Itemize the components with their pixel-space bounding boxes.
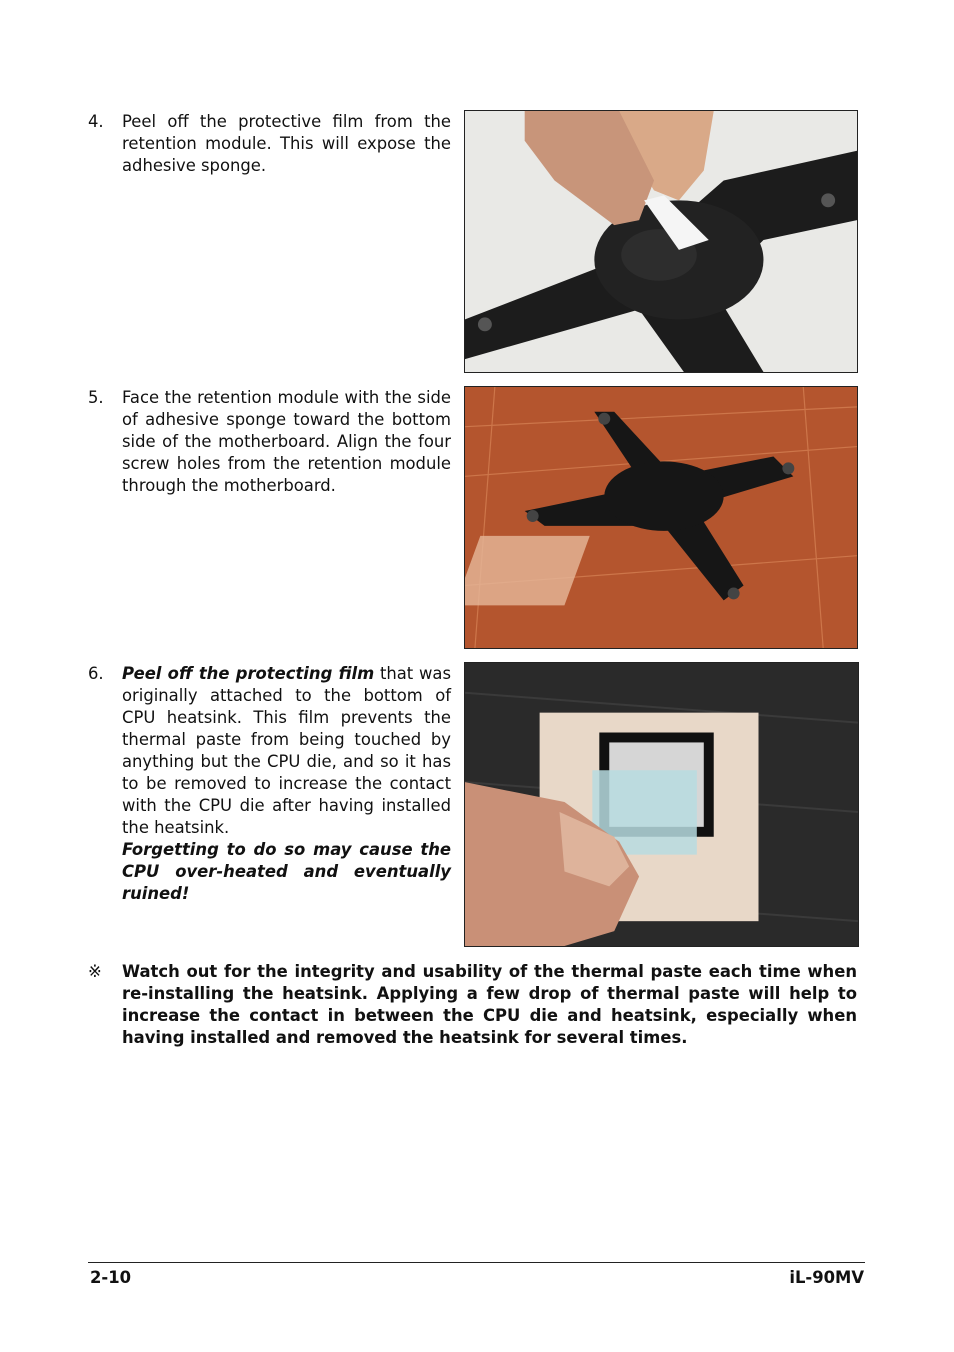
step-text (122, 663, 451, 839)
note-text: Watch out for the integrity and usability of the thermal paste each time when re-installing the heatsink. Applying a few drop of thermal paste will help to increase the contact in between the CPU die and heatsink, especially when having installed and removed the heatsink for several times. (122, 962, 857, 1047)
step-text: Face the retention module with the side of adhesive sponge toward the bottom side of the motherboard. Align the four screw holes from the retention module through the motherboard. (122, 388, 451, 495)
step-5 (88, 387, 451, 497)
step-6 (88, 663, 451, 905)
note-mark-icon: ※ (88, 962, 102, 981)
step-number: 6. (88, 664, 104, 683)
step-number: 5. (88, 388, 104, 407)
step-4 (88, 111, 451, 177)
note (88, 961, 857, 1049)
step-text: Peel off the protective film from the retention module. This will expose the adhesive sponge. (122, 112, 451, 175)
step-number: 4. (88, 112, 104, 131)
photo-peel-retention-film (464, 110, 858, 373)
page-number: 2-10 (90, 1268, 132, 1287)
step-lead: Peel off the protecting film (122, 664, 375, 683)
step-warning: Forgetting to do so may cause the CPU over-heated and eventually ruined! (122, 840, 451, 903)
step-text-rest: that was originally attached to the bottom of CPU heatsink. This film prevents the thermal paste from being touched by anything but the CPU die, and so it has to be removed to increase the contact with the CPU die after having installed the heatsink. (122, 664, 451, 837)
photo-heatsink-protecting-film (464, 662, 859, 947)
photo-align-retention-module (464, 386, 858, 649)
footer-rule (88, 1262, 865, 1263)
model-name: iL-90MV (789, 1268, 864, 1287)
